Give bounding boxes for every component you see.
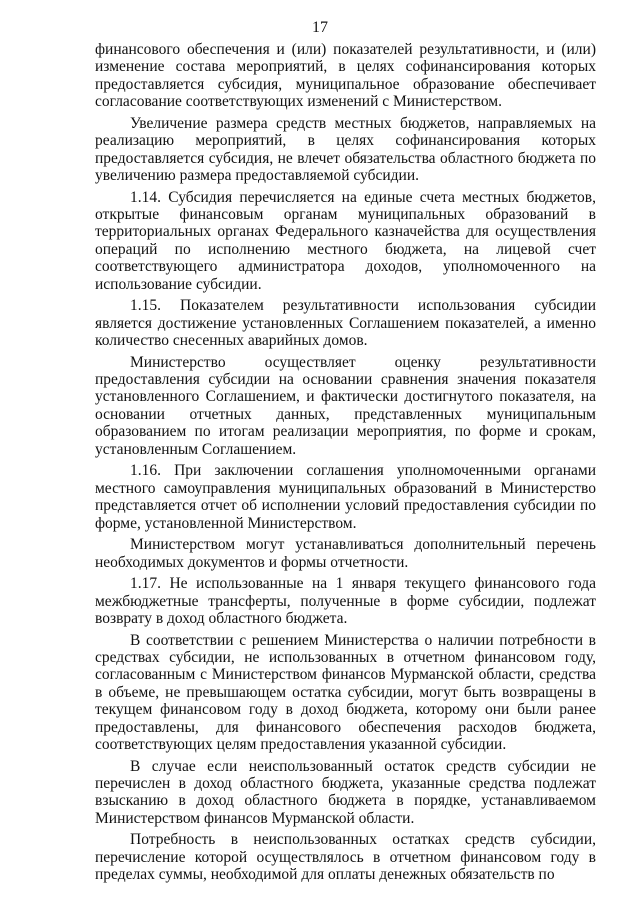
paragraph-ministry-assessment: Министерство осуществляет оценку результативности предоставления субсидии на основании сравнения значения показателя установленного Соглашением, и фактически достигнутого показателя, на основании отчетных данных, представленных муниципальным образованием по итогам реализации мероприятия, по форме и срокам, установленным Соглашением.: [95, 353, 596, 458]
paragraph-1-14: 1.14. Субсидия перечисляется на единые счета местных бюджетов, открытые финансовым органам муниципальных образований в территориальных органах Федерального казначейства для осуществления операций по исполнению местного бюджета, на лицевой счет соответствующего администратора доходов, уполномоченного на использование субсидии.: [95, 188, 596, 293]
paragraph-need-unused-balance: Потребность в неиспользованных остатках средств субсидии, перечисление которой осуществлялось в отчетном финансовом году в пределах суммы, необходимой для оплаты денежных обязательств по: [95, 831, 596, 884]
paragraph-additional-documents: Министерством могут устанавливаться дополнительный перечень необходимых документов и формы отчетности.: [95, 536, 596, 571]
paragraph-continuation: финансового обеспечения и (или) показателей результативности, и (или) изменение состава мероприятий, в целях софинансирования которых предоставляется субсидия, муниципальное образование обеспечивает согласование соответствующих изменений с Министерством.: [95, 41, 596, 111]
paragraph-1-16: 1.16. При заключении соглашения уполномоченными органами местного самоуправления муниципальных образований в Министерство представляется отчет об исполнении условий предоставления субсидии по форме, установленной Министерством.: [95, 462, 596, 532]
paragraph-1-15: 1.15. Показателем результативности использования субсидии является достижение установленных Соглашением показателей, а именно количество снесенных аварийных домов.: [95, 297, 596, 350]
page-number: 17: [312, 19, 328, 36]
paragraph-budget-increase: Увеличение размера средств местных бюджетов, направляемых на реализацию мероприятий, в целях софинансирования которых предоставляется субсидия, не влечет обязательства областного бюджета по увеличению размера предоставляемой субсидии.: [95, 114, 596, 185]
paragraph-ministry-decision: В соответствии с решением Министерства о наличии потребности в средствах субсидии, не использованных в отчетном финансовом году, согласованным с Министерством финансов Мурманской области, средства в объеме, не превышающем остатка субсидии, могут быть возвращены в текущем финансовом году в доход бюджета, которому они были ранее предоставлены, для финансового обеспечения расходов бюджета, соответствующих целям предоставления указанной субсидии.: [95, 631, 596, 753]
document-body: [95, 41, 596, 888]
paragraph-unused-balance: В случае если неиспользованный остаток средств субсидии не перечислен в доход областного бюджета, указанные средства подлежат взысканию в доход областного бюджета в порядке, устанавливаемом Министерством финансов Мурманской области.: [95, 757, 596, 827]
paragraph-1-17: 1.17. Не использованные на 1 января текущего финансового года межбюджетные трансферты, полученные в форме субсидии, подлежат возврату в доход областного бюджета.: [95, 575, 596, 627]
